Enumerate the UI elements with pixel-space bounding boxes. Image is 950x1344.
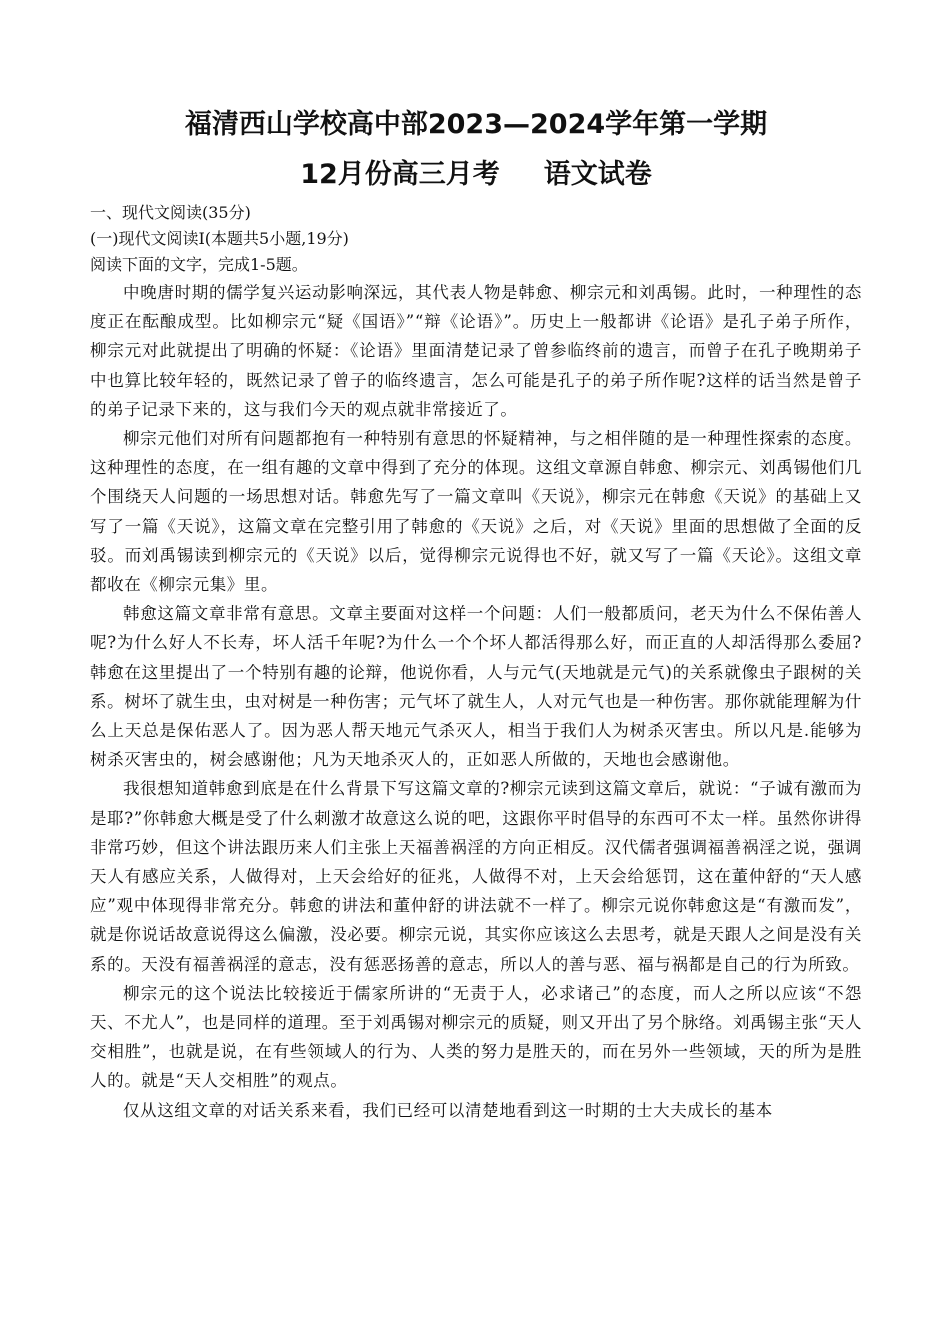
exam-title-line1: 福清西山学校高中部2023—2024学年第一学期	[184, 109, 768, 140]
passage-paragraph: 我很想知道韩愈到底是在什么背景下写这篇文章的?柳宗元读到这篇文章后，就说：“子诚有激而为是耶?”你韩愈大概是受了什么刺激才故意这么说的吧，这跟你平时倡导的东西可不太一样。虽然你讲得非常巧妙，但这个讲法跟历来人们主张上天福善祸淫的方向正相反。汉代儒者强调福善祸淫之说，强调天人有感应关系，人做得对，上天会给好的征兆，人做得不对，上天会给惩罚，这在董仲舒的“天人感应”观中体现得非常充分。韩愈的讲法和董仲舒的讲法就不一样了。柳宗元说你韩愈这是“有激而发”，就是你说话故意说得这么偏激，没必要。柳宗元说，其实你应该这么去思考，就是天跟人之间是没有关系的。天没有福善祸淫的意志，没有惩恶扬善的意志，所以人的善与恶、福与祸都是自己的行为所致。	[90, 779, 862, 974]
passage-paragraph: 仅从这组文章的对话关系来看，我们已经可以清楚地看到这一时期的士大夫成长的基本	[123, 1100, 773, 1120]
passage-paragraph: 中晚唐时期的儒学复兴运动影响深远，其代表人物是韩愈、柳宗元和刘禹锡。此时，一种理性的态度正在酝酿成型。比如柳宗元“疑《国语》”“辩《论语》”。历史上一般都讲《论语》是孔子弟子所作，柳宗元对此就提出了明确的怀疑：《论语》里面清楚记录了曾参临终前的遗言，而曾子在孔子晚期弟子中也算比较年轻的，既然记录了曾子的临终遗言，怎么可能是孔子的弟子所作呢?这样的话当然是曾子的弟子记录下来的，这与我们今天的观点就非常接近了。	[90, 283, 862, 419]
section-heading: 一、现代文阅读(35分)	[90, 203, 251, 222]
reading-instruction: 阅读下面的文字，完成1-5题。	[90, 255, 308, 274]
exam-title-subject: 语文试卷	[543, 159, 652, 190]
exam-page	[90, 100, 862, 1125]
exam-title-month: 12月份高三月考	[300, 159, 500, 190]
passage-paragraph: 柳宗元的这个说法比较接近于儒家所讲的“无责于人，必求诸己”的态度，而人之所以应该“不怨天、不尤人”，也是同样的道理。至于刘禹锡对柳宗元的质疑，则又开出了另个脉络。刘禹锡主张“天人交相胜”，也就是说，在有些领域人的行为、人类的努力是胜天的，而在另外一些领域，天的所为是胜人的。就是“天人交相胜”的观点。	[90, 983, 862, 1091]
exam-title-line2	[90, 150, 862, 200]
passage-paragraph: 柳宗元他们对所有问题都抱有一种特别有意思的怀疑精神，与之相伴随的是一种理性探索的态度。这种理性的态度，在一组有趣的文章中得到了充分的体现。这组文章源自韩愈、柳宗元、刘禹锡他们几个围绕天人问题的一场思想对话。韩愈先写了一篇文章叫《天说》，柳宗元在韩愈《天说》的基础上又写了一篇《天说》，这篇文章在完整引用了韩愈的《天说》之后，对《天说》里面的思想做了全面的反驳。而刘禹锡读到柳宗元的《天说》以后，觉得柳宗元说得也不好，就又写了一篇《天论》。这组文章都收在《柳宗元集》里。	[90, 429, 862, 595]
passage-paragraph: 韩愈这篇文章非常有意思。文章主要面对这样一个问题：人们一般都质问，老天为什么不保佑善人呢?为什么好人不长寿，坏人活千年呢?为什么一个个坏人都活得那么好，而正直的人却活得那么委屈?韩愈在这里提出了一个特别有趣的论辩，他说你看，人与元气(天地就是元气)的关系就像虫子跟树的关系。树坏了就生虫，虫对树是一种伤害；元气坏了就生人，人对元气也是一种伤害。那你就能理解为什么上天总是保佑恶人了。因为恶人帮天地元气杀灭人，相当于我们人为树杀灭害虫。所以凡是.能够为树杀灭害虫的，树会感谢他；凡为天地杀灭人的，正如恶人所做的，天地也会感谢他。	[90, 604, 862, 770]
subsection-heading: (一)现代文阅读Ⅰ(本题共5小题,19分)	[90, 229, 349, 248]
